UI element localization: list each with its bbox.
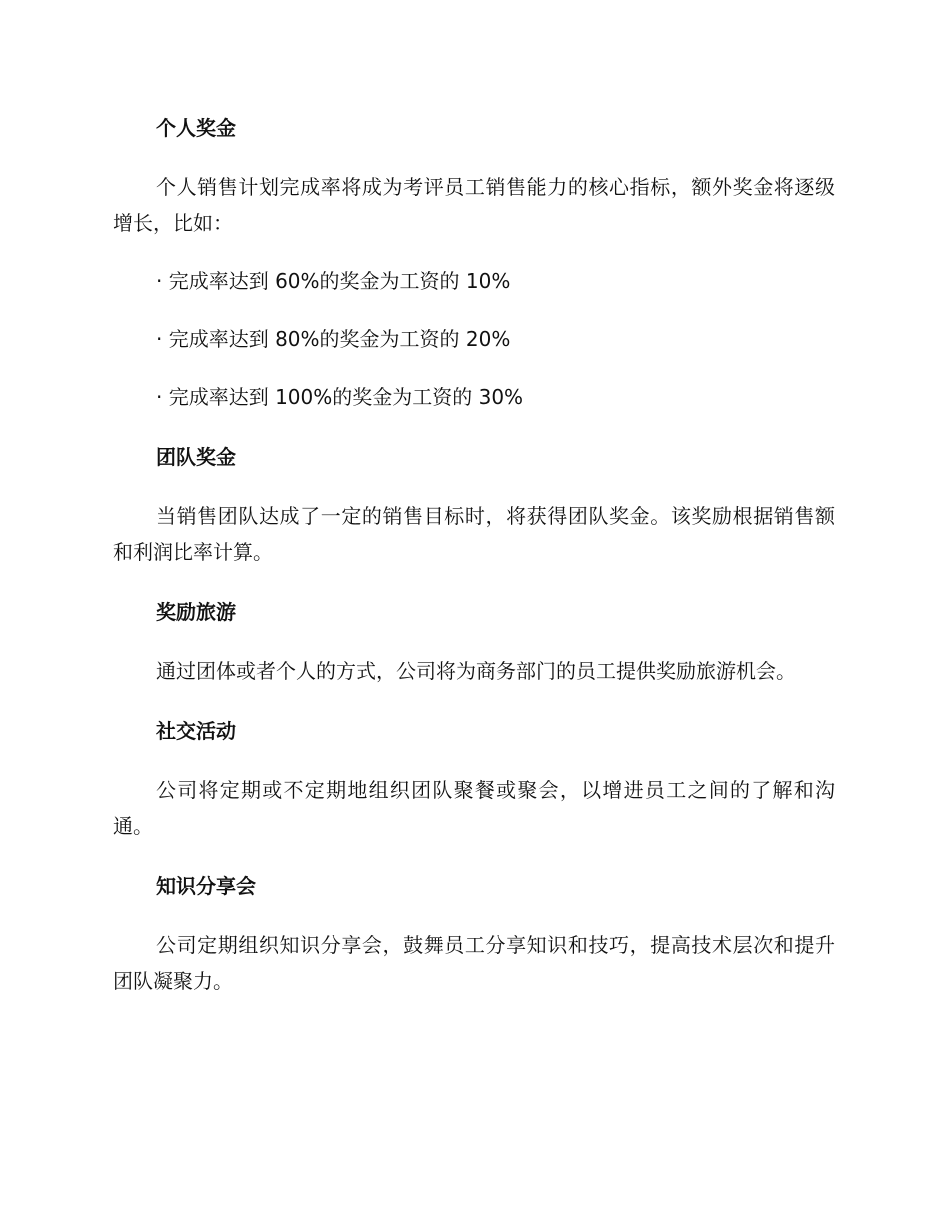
section-paragraph-social-activities: 公司将定期或不定期地组织团队聚餐或聚会，以增进员工之间的了解和沟通。 bbox=[113, 778, 835, 838]
section-heading-incentive-travel: 奖励旅游 bbox=[156, 600, 236, 624]
document-body bbox=[113, 108, 835, 999]
section-heading-social-activities: 社交活动 bbox=[156, 719, 236, 743]
section-paragraph-personal-bonus: 个人销售计划完成率将成为考评员工销售能力的核心指标，额外奖金将逐级增长，比如： bbox=[113, 175, 835, 235]
bullet-item: · 完成率达到 80%的奖金为工资的 20% bbox=[156, 327, 511, 351]
section-paragraph-incentive-travel: 通过团体或者个人的方式，公司将为商务部门的员工提供奖励旅游机会。 bbox=[156, 659, 796, 683]
section-heading-team-bonus: 团队奖金 bbox=[156, 445, 236, 469]
section-paragraph-knowledge-sharing: 公司定期组织知识分享会，鼓舞员工分享知识和技巧，提高技术层次和提升团队凝聚力。 bbox=[113, 933, 835, 993]
section-paragraph-team-bonus: 当销售团队达成了一定的销售目标时，将获得团队奖金。该奖励根据销售额和利润比率计算。 bbox=[113, 504, 835, 564]
bullet-item: · 完成率达到 60%的奖金为工资的 10% bbox=[156, 269, 511, 293]
section-heading-personal-bonus: 个人奖金 bbox=[156, 116, 236, 140]
section-heading-knowledge-sharing: 知识分享会 bbox=[156, 874, 256, 898]
bullet-item: · 完成率达到 100%的奖金为工资的 30% bbox=[156, 385, 524, 409]
